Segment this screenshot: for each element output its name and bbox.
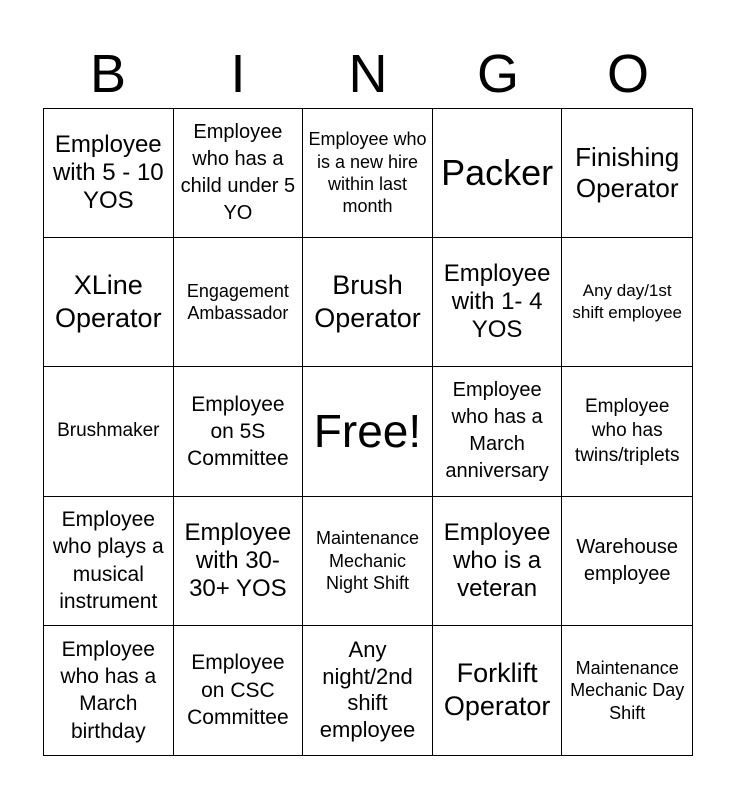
bingo-cell[interactable]: Employee with 1- 4 YOS [433, 238, 563, 367]
bingo-cell[interactable]: Employee who has a child under 5 YO [174, 109, 304, 238]
bingo-cell[interactable]: Any day/1st shift employee [562, 238, 692, 367]
bingo-cell[interactable]: Employee with 30-30+ YOS [174, 497, 304, 626]
bingo-cell[interactable]: Maintenance Mechanic Day Shift [570, 657, 685, 723]
bingo-cell[interactable]: Employee on 5S Committee [174, 367, 304, 496]
header-letter-i: I [230, 44, 246, 104]
bingo-cell[interactable]: Employee who plays a musical instrument [44, 497, 174, 626]
header-letter-n: N [348, 44, 388, 104]
bingo-cell[interactable]: Maintenance Mechanic Night Shift [303, 497, 433, 626]
header-letter-g: G [476, 44, 519, 104]
bingo-cell[interactable]: Packer [433, 109, 563, 238]
bingo-cell[interactable]: Brush Operator [303, 238, 433, 367]
header-letter-o: O [606, 44, 649, 104]
bingo-header [43, 40, 693, 108]
bingo-cell[interactable]: Warehouse employee [562, 497, 692, 626]
bingo-cell[interactable]: Employee who has twins/triplets [562, 367, 692, 496]
bingo-cell[interactable]: Employee who has a March birthday [44, 626, 174, 755]
free-space[interactable]: Free! [303, 367, 433, 496]
bingo-cell[interactable]: Employee on CSC Committee [174, 626, 304, 755]
bingo-cell[interactable]: Employee who has a March anniversary [433, 367, 563, 496]
bingo-cell[interactable]: Brushmaker [44, 367, 174, 496]
header-letter-b: B [89, 44, 127, 104]
bingo-cell[interactable]: Engagement Ambassador [174, 238, 304, 367]
bingo-board [43, 108, 693, 756]
bingo-cell[interactable]: Finishing Operator [562, 109, 692, 238]
bingo-cell[interactable]: Employee who is a veteran [433, 497, 563, 626]
bingo-cell[interactable]: Any night/2nd shift employee [303, 626, 433, 755]
bingo-cell[interactable]: XLine Operator [44, 238, 174, 367]
bingo-cell[interactable]: Employee who is a new hire within last month [303, 109, 433, 238]
bingo-cell[interactable]: Forklift Operator [433, 626, 563, 755]
bingo-cell[interactable]: Employee with 5 - 10 YOS [44, 109, 174, 238]
